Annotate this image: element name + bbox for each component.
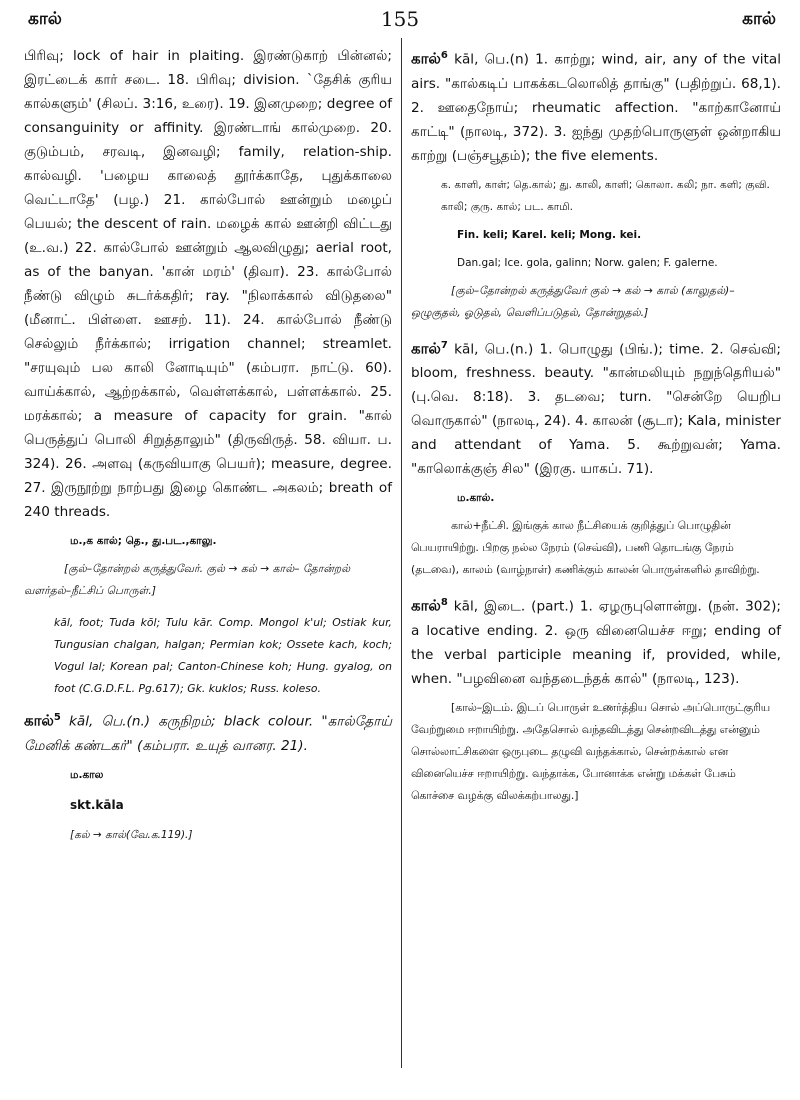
entry-6-cognates-germanic: Dan.gal; Ice. gola, galinn; Norw. galen; F. galerne. [457,256,718,269]
entry-7-body: kāl, பெ.(n.) 1. பொழுது (பிங்.); time. 2. செவ்வி; bloom, freshness. beauty. "கான்மலியும் நறுந்தெரியல்" (பு.வெ. 8:18). 3. தடவை; turn. "சென்றே யெறிப வொருகால்" (நாலடி, 24). 4. காலன் (சூடா); Kala, minister and attendant of Yama. 5. கூற்றுவன்; Yama. "காலொக்குஞ் சில" (இரகு. யாகப். 71). [411,341,781,478]
column-divider [401,38,402,1068]
page-header [0,0,800,44]
entry-8-body: kāl, இடை. (part.) 1. ஏழருபுளொன்று. (நன். 302); a locative ending. 2. ஒரு வினையெச்ச ஈறு; ending of the verbal participle meaning if, provided, while, when. "பழவினை வந்தடைந்தக் கால்" (நாலடி, 123). [411,598,781,687]
comparative-etymology: kāl, foot; Tuda kōl; Tulu kār. Comp. Mongol k'ul; Ostiak kur, Tungusian chalgan, halgan; Permian kok; Ossete kach, koch; Vogul lal; Korean pal; Canton-Chinese koh; Hung. gyalog, on foot (C.G.D.F.L. Pg.617); Gk. kuklos; Russ. koleso. [54,616,392,695]
entry-7-headword: கால் [411,339,441,358]
entry-5-sanskrit: skt.kāla [70,797,124,812]
entry-5-note: [கல் → கால்(வே.க.119).] [70,828,193,841]
entry-8-note: [கால்–இடம். இடப் பொருள் உணர்த்திய சொல் அப்பொருட்குரிய வேற்றுமை ஈறாயிற்று. அதேசொல் வந்தவிடத்து சென்றவிடத்து என்னும் சொல்லாட்சிகளை ஒருபுடை தழுவி வந்தக்கால், சென்றக்கால் என வினையெச்ச ஈறாயிற்று. வந்தாக்க, போனாக்க என்று மக்கள் பேசும் கொச்சை வழக்கு விலக்கற்பாலது.] [411,700,771,802]
entry-continuation: பிரிவு; lock of hair in plaiting. இரண்டுகாற் பின்னல்; இரட்டைக் கார் சடை. 18. பிரிவு; division. `தேசிக் குரிய கால்களும்' (சிலப். 3:16, உரை). 19. இனமுறை; degree of consanguinity or affinity. இரண்டாங் கால்முறை. 20. குடும்பம், சரவடி, இனவழி; family, relation-ship. கால்வழி. 'பழைய காலைத் தூர்க்காதே, புதுக்காலை வெட்டாதே' (பழ.) 21. கால்போல் ஊன்றும் மழைப் பெயல்; the descent of rain. மழைக் கால் ஊன்றி விட்டது (உ.வ.) 22. கால்போல் ஊன்றும் ஆலவிழுது; aerial root, as of the banyan. 'கான் மரம்' (திவா). 23. கால்போல் நீண்டு விழும் சுடர்க்கதிர்; ray. "நிலாக்கால் விடுதலை" (மீனாட். பிள்ளை. ஊசற். 11). 24. கால்போல் நீண்டு செல்லும் நீர்க்கால்; irrigation channel; streamlet. "சரயுவும் பல காலி னோடியும்" (கம்பரா. நாட்டு. 60). வாய்க்கால், ஆற்றக்கால், வெள்ளக்கால், பள்ளக்கால். 25. மரக்கால்; a measure of capacity for grain. "கால் பெருத்துப் பொலி சிறுத்தாலும்" (திருவிருத். 58. வியா. ப. 324). 26. அளவு (கருவியாகு பெயர்); measure, degree. 27. இருநூற்று நாற்பது இழை கொண்ட அகலம்; breath of 240 threads. [24,48,392,520]
left-column [24,44,392,852]
left-running-headword: கால் [28,9,62,29]
entry-5 [24,706,392,758]
entry-7-note: கால்+நீட்சி. இங்குக் கால நீட்சியைக் குறித்துப் பொழுதின் பெயராயிற்று. பிறகு நல்ல நேரம் (செவ்வி), பணி தொடங்கு நேரம் (தடவை), காலம் (வாழ்நாள்) கணிக்கும் காலன் பொருள்களில் தாவிற்று. [411,519,760,577]
cognates-dravidian: ம.,க கால்; தெ., து.பட.,காலு. [70,535,217,547]
entry-7-number: 7 [440,339,448,351]
entry-6-cognates-dravidian: க. காளி, காள்; தெ.கால்; து. காலி, காளி; கொலா. கலி; நா. களி; குவி. காலி; குரு. கால்; பட. காமி. [441,178,770,213]
entry-8-headword: கால் [411,596,441,615]
entry-6-number: 6 [440,50,448,61]
entry-5-headword: கால் [24,711,54,730]
entry-6-note: [குல்–தோன்றல் கருத்துவேர் குல் → கல் → கால் (காலுதல்)–ஒழுகுதல், ஓடுதல், வெளிப்படுதல், தோன்றுதல்.] [411,283,735,319]
entry-8 [411,591,781,691]
right-running-headword: கால் [742,9,776,29]
entry-6 [411,44,781,168]
entry-6-body: kāl, பெ.(n) 1. காற்று; wind, air, any of the vital airs. "கால்கடிப் பாகக்கடலொலித் தாங்கு" (பதிற்றுப். 68,1). 2. ஊதைநோய்; rheumatic affection. "காற்கானோய் காட்டி" (நாலடி, 372). 3. ஐந்து முதற்பொருளுள் ஒன்றாகிய காற்று (பஞ்சபூதம்); the five elements. [411,51,781,164]
right-column [411,44,781,817]
entry-5-number: 5 [53,712,61,723]
page-number: 155 [380,7,420,31]
entry-7 [411,334,781,482]
entry-7-cognate: ம.கால். [457,492,495,505]
entry-5-body: kāl, பெ.(n.) கருநிறம்; black colour. "கால்தோய் மேனிக் கண்டகர்" (கம்பரா. உயுத் வானர. 21). [24,713,392,754]
etymology-note: [குல்–தோன்றல் கருத்துவேர். குல் → கல் → கால்– தோன்றல் வளர்தல்–நீட்சிப் பொருள்.] [24,562,351,597]
entry-5-cognate: ம.கால [70,768,104,781]
entry-6-headword: கால் [411,49,441,68]
entry-8-number: 8 [440,597,448,609]
entry-6-cognates-finnic: Fin. keli; Karel. keli; Mong. kei. [457,228,642,241]
